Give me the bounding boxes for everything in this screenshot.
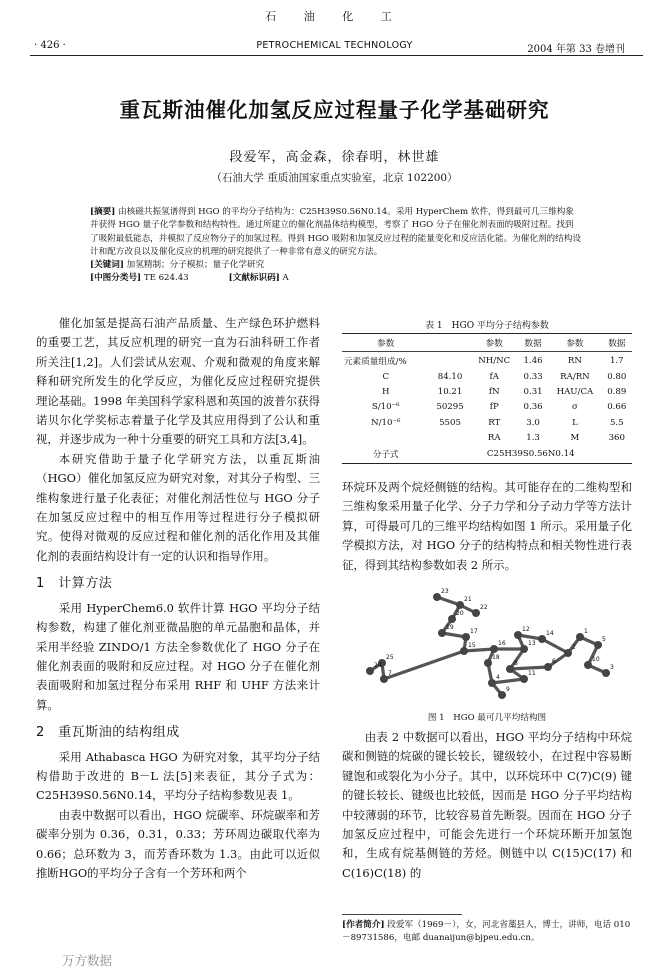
table-cell: 50295	[436, 402, 464, 413]
abstract-text: 由核磁共振氢谱得到 HGO 的平均分子结构为：C25H39S0.56N0.14。采用 HyperChem 软件，得到最可几三维构象并获得 HGO 量子化学参数和结构特性。通过所建立的催化剂晶体结构模型，考察了 HGO 分子在催化剂表面的吸附过程。找到了吸附最低能态，并模拟了反应物分子的加氢过程。得到 HGO 吸附和加氢反应过程的能量变化和反应活化能。为催化剂的结构设计和配方改良以及催化反应的机理的研究提供了一种非常有意义的研究方法。	[90, 207, 581, 257]
table-header-cell: 数据	[608, 338, 626, 349]
atom-number-label: 6	[552, 658, 556, 665]
atom-number-label: 5	[602, 636, 606, 643]
figure-1-caption: 图 1 HGO 最可几平均结构图	[427, 713, 547, 723]
right-paragraph-1: 环烷环及两个烷烃侧链的结构。其可能存在的二维构型和三维构象采用量子化学、分子力学和分子动力学等方法计算，可得最可几的三维平均结构如图 1 所示。采用量子化学模拟方法，对 HGO 分子的结构特点和相关物性进行表征，得到其结构参数如表 2 所示。	[342, 480, 632, 572]
doc-code-label: [文献标识码]	[228, 273, 280, 284]
atom-number-label: 15	[468, 642, 476, 649]
section-1-heading: 1 计算方法	[36, 576, 113, 592]
table-header-cell: 参数	[377, 338, 395, 349]
section-2-paragraph-1: 采用 Athabasca HGO 为研究对象，其平均分子结构借助于改进的 B－L 法[5]来表征，其分子式为：C25H39S0.56N0.14，平均分子结构参数见表 1。	[36, 749, 320, 803]
table-cell	[429, 430, 470, 445]
molecule-bond	[542, 639, 568, 653]
table-cell: RN	[567, 355, 582, 366]
table-1	[342, 333, 632, 464]
table-cell: M	[570, 432, 580, 443]
table-cell: 0.89	[607, 387, 627, 398]
section-2-paragraph-2: 由表中数据可以看出，HGO 烷碳率、环烷碳率和芳碳率分别为 0.36，0.31，0.33；芳环周边碳取代率为 0.66；总环数为 3，而芳香环数为 1.3。由此可以近似推断HGO的平均分子含有一个芳环和两个	[36, 807, 320, 880]
table-header-cell: 数据	[524, 338, 542, 349]
table-cell: S/10⁻⁶	[371, 402, 400, 413]
footnote-label: [作者简介]	[342, 920, 385, 930]
molecule-atom	[544, 663, 552, 671]
atom-number-label: 4	[496, 674, 500, 681]
watermark: 万方数据	[62, 953, 113, 968]
table-cell: 3.0	[526, 417, 540, 428]
molecule-atom	[514, 631, 522, 639]
journal-name-cn: 石 油 化 工	[265, 10, 404, 23]
table-1-caption: 表 1 HGO 平均分子结构参数	[425, 321, 549, 331]
classification-line	[90, 272, 582, 285]
table-row	[342, 430, 632, 445]
table-formula-value: C25H39S0.56N0.14	[486, 448, 575, 459]
table-cell: fN	[488, 387, 500, 398]
table-cell: HAU/CA	[556, 387, 594, 398]
table-cell: C	[382, 371, 390, 382]
page-number: · 426 ·	[34, 40, 66, 51]
table-cell: 1.3	[526, 432, 540, 443]
table-cell: 0.31	[523, 387, 543, 398]
atom-number-label: 11	[528, 670, 536, 677]
table-cell: N/10⁻⁶	[371, 417, 401, 428]
table-row	[342, 385, 632, 400]
atom-number-label: 20	[456, 610, 464, 617]
table-cell: RT	[488, 417, 501, 428]
table-cell: 84.10	[437, 371, 463, 382]
table-row	[342, 369, 632, 384]
atom-number-label: 18	[492, 654, 500, 661]
footnote-text: 段爱军（1969－），女，河北省藁县人，博士，讲师，电话 010－89731586，电邮 duanaijun@bjpeu.edu.cn。	[342, 920, 631, 944]
atom-number-label: 1	[584, 628, 588, 635]
molecule-atom	[456, 601, 464, 609]
intro-paragraph-1: 催化加氢是提高石油产品质量、生产绿色环护燃料的重要工艺，其反应机理的研究一直为石油科研工作者所关注[1,2]。人们尝试从宏观、介观和微观的角度来解释和研究所发生的化学反应，为催化反应过程研究提供理论基础。1998 年美国科学家科恩和英国的波普尔获得诺贝尔化学奖标志着量子化学及其应用得到了公认和重视，并逐步成为一种十分重要的研究工具和方法[3,4]。	[36, 316, 320, 447]
table-cell: 5.5	[609, 417, 624, 428]
issue-info: 2004 年第 33 卷增刊	[527, 44, 625, 55]
table-cell: 1.7	[609, 355, 624, 366]
molecule-atom	[472, 609, 480, 617]
table-header-cell: 参数	[485, 338, 503, 349]
molecule-atom	[498, 691, 506, 699]
atom-number-label: 10	[592, 656, 600, 663]
molecule-bond	[384, 651, 464, 679]
table-header-cell	[429, 334, 470, 352]
author-footnote	[342, 919, 634, 945]
article-authors: 段爱军，高金森，徐春明，林世雄	[229, 150, 440, 165]
article-title: 重瓦斯油催化加氢反应过程量子化学基础研究	[119, 98, 550, 122]
molecule-structure-image	[342, 587, 632, 707]
molecule-atom	[602, 669, 610, 677]
table-cell: fP	[489, 402, 499, 413]
atom-number-label: 2	[572, 644, 576, 651]
molecule-atom	[564, 649, 572, 657]
molecule-atom	[438, 629, 446, 637]
atom-number-label: 13	[528, 640, 536, 647]
table-cell: NH/NC	[478, 355, 511, 366]
abstract-block	[90, 206, 582, 286]
section-2-heading: 2 重瓦斯油的结构组成	[36, 725, 180, 741]
atom-number-label: 3	[610, 664, 614, 671]
atom-number-label: 21	[464, 596, 472, 603]
atom-number-label: 14	[546, 630, 554, 637]
table-cell: 360	[608, 432, 625, 443]
doc-code-value: A	[282, 273, 289, 284]
table-cell: L	[572, 417, 578, 428]
table-cell: 1.46	[523, 355, 543, 366]
intro-paragraph-2: 本研究借助于量子化学研究方法，以重瓦斯油（HGO）催化加氢反应为研究对象，对其分子构型、三维构象进行量子化表征；对催化剂活性位与 HGO 分子在加氢反应过程中的相互作用等过程进行分子模拟研究。使得对微观的反应过程和催化剂的活化作用及其催化剂的表面结构设计有一定的认识和指导作用。	[36, 451, 320, 563]
table-cell: 0.66	[607, 402, 627, 413]
atom-number-label: 22	[480, 604, 488, 611]
molecule-atom	[366, 667, 374, 675]
atom-number-label: 25	[386, 654, 394, 661]
table-cell: fA	[489, 371, 499, 382]
atom-number-label: 12	[522, 626, 530, 633]
molecule-atom	[576, 633, 584, 641]
table-cell: RA	[487, 432, 501, 443]
keywords-line	[90, 259, 582, 272]
table-row	[342, 400, 632, 415]
table-cell: 5505	[439, 417, 461, 428]
molecule-atom	[484, 659, 492, 667]
right-column-lower	[342, 728, 632, 883]
keywords-label: [关键词]	[90, 260, 124, 271]
class-value: TE 624.43	[143, 273, 189, 284]
molecule-atom	[594, 641, 602, 649]
molecule-atom	[520, 645, 528, 653]
table-cell: 0.36	[523, 402, 543, 413]
molecule-atom	[490, 645, 498, 653]
section-1-paragraph: 采用 HyperChem6.0 软件计算 HGO 平均分子结构参数，构建了催化剂亚微晶胞的单元晶胞和晶体，并采用半经验 ZINDO/1 方法全参数优化了 HGO 分子在催化剂表面的吸附和反应过程。对 HGO 分子在催化剂表面吸附和加氢过程分布采用 RHF 和 UHF 方法来计算。	[36, 600, 320, 712]
table-cell: 0.33	[523, 371, 543, 382]
molecule-atom	[506, 665, 514, 673]
atom-number-label: 17	[470, 628, 478, 635]
molecule-bond	[510, 667, 548, 669]
table-cell: H	[381, 387, 390, 398]
footnote-rule	[342, 914, 462, 915]
abstract-paragraph	[90, 206, 582, 259]
atom-number-label: 23	[441, 588, 449, 595]
atom-number-label: 24	[374, 662, 382, 669]
molecule-atom	[448, 615, 456, 623]
atom-number-label: 8	[514, 660, 518, 667]
right-paragraph-2: 由表 2 中数据可以看出，HGO 平均分子结构中环烷碳和侧链的烷碳的键长较长，键级较小，在过程中容易断键饱和或裂化为小分子。其中，以环烷环中 C(7)C(9) 键的键长较长、键级也比较低，因而是 HGO 分子平均结构中较薄弱的环节，比较容易首先断裂。因而在 HGO 分子加氢反应过程中，可能会先进行一个环烷环断开加氢饱和，生成有烷基侧链的芳烃。侧链中以 C(15)C(17) 和 C(16)C(18) 的	[342, 730, 632, 880]
article-affiliation: （石油大学 重质油国家重点实验室，北京 102200）	[211, 172, 458, 184]
table-cell	[429, 352, 470, 370]
left-column	[36, 314, 320, 883]
table-cell	[342, 430, 429, 445]
table-formula-label: 分子式	[372, 449, 399, 460]
table-cell: σ	[571, 402, 578, 413]
table-row	[342, 415, 632, 430]
molecule-atom	[460, 647, 468, 655]
figure-1	[342, 587, 632, 707]
atom-number-label: 19	[446, 624, 454, 631]
abstract-label: [摘要]	[90, 207, 116, 217]
molecule-atom	[380, 675, 388, 683]
molecule-atom	[584, 661, 592, 669]
table-cell: RA/RN	[560, 371, 590, 382]
molecule-atom	[488, 679, 496, 687]
journal-name-en: PETROCHEMICAL TECHNOLOGY	[256, 40, 413, 51]
molecule-atom	[520, 675, 528, 683]
table-row	[342, 352, 632, 370]
atom-number-label: 7	[388, 670, 392, 677]
atom-number-label: 9	[506, 686, 510, 693]
table-cell: 元素质量组成/%	[344, 356, 407, 367]
molecule-atom	[433, 593, 441, 601]
molecule-atom	[538, 635, 546, 643]
class-label: [中图分类号]	[90, 273, 142, 284]
table-formula-row	[342, 445, 632, 463]
keywords-text: 加氢精制；分子模拟；量子化学研究	[126, 260, 265, 271]
table-header-cell: 参数	[566, 338, 584, 349]
header-rule	[30, 55, 643, 56]
table-cell: 10.21	[437, 387, 463, 398]
molecule-bond	[464, 649, 494, 651]
table-header-row	[342, 334, 632, 352]
table-cell: 0.80	[607, 371, 627, 382]
right-column-upper	[342, 478, 632, 575]
molecule-atom	[462, 633, 470, 641]
atom-number-label: 16	[498, 640, 506, 647]
